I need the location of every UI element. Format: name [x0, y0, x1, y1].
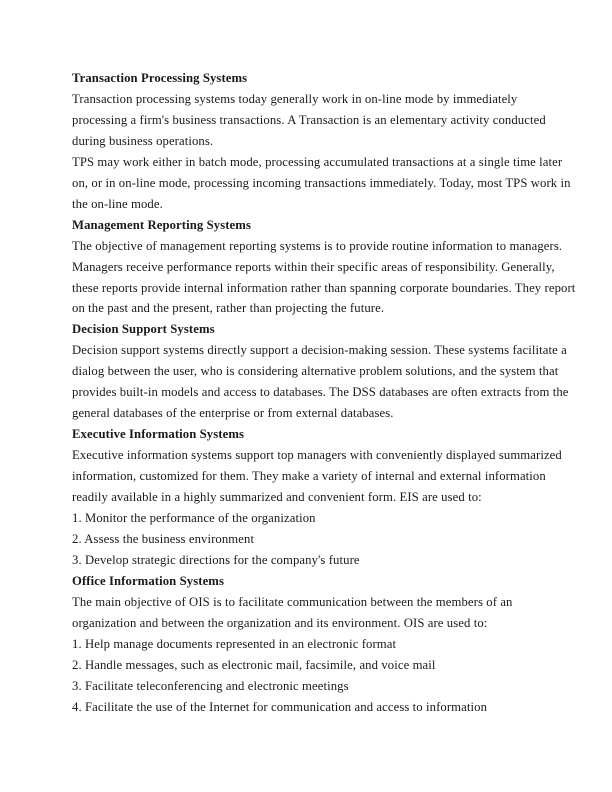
text-line: The main objective of OIS is to facilitate communication between the members of an [72, 594, 513, 609]
list-item-line: 3. Develop strategic directions for the company's future [72, 552, 360, 567]
section-executive-information-systems [72, 424, 562, 571]
text-line: TPS may work either in batch mode, processing accumulated transactions at a single time later [72, 154, 563, 169]
text-line: during business operations. [72, 133, 214, 148]
text-line: Decision support systems directly support a decision-making session. These systems facilitate a [72, 343, 567, 358]
section-heading: Management Reporting Systems [72, 217, 251, 232]
list-item-line: 2. Handle messages, such as electronic mail, facsimile, and voice mail [72, 657, 436, 672]
text-line: Transaction processing systems today generally work in on-line mode by immediately [72, 91, 518, 106]
text-line: these reports provide internal information rather than spanning corporate boundaries. They report [72, 280, 576, 295]
section-heading: Transaction Processing Systems [72, 71, 248, 85]
text-line: on, or in on-line mode, processing incoming transactions immediately. Today, most TPS work in [72, 175, 571, 190]
list-item-line: 3. Facilitate teleconferencing and electronic meetings [72, 678, 349, 693]
section-office-information-systems [72, 571, 547, 718]
document-content [72, 68, 576, 718]
text-line: readily available in a highly summarized and convenient form. EIS are used to: [72, 490, 482, 505]
section-heading: Decision Support Systems [72, 322, 215, 337]
list-item-line: 2. Assess the business environment [72, 531, 255, 546]
text-line: organization and between the organization and its environment. OIS are used to: [72, 615, 488, 630]
list-item-line: 1. Help manage documents represented in an electronic format [72, 636, 397, 651]
text-line: The objective of management reporting systems is to provide routine information to managers. [72, 238, 563, 253]
section-decision-support-systems [72, 319, 569, 424]
text-line: dialog between the user, who is considering alternative problem solutions, and the system that [72, 364, 559, 379]
text-line: general databases of the enterprise or from external databases. [72, 406, 394, 421]
list-item-line: 4. Facilitate the use of the Internet for communication and access to information [72, 699, 488, 714]
text-line: provides built-in models and access to databases. The DSS databases are often extracts from the [72, 385, 569, 400]
text-line: Managers receive performance reports within their specific areas of responsibility. Generally, [72, 259, 555, 274]
text-line: information, customized for them. They make a variety of internal and external information [72, 469, 546, 484]
section-management-reporting-systems [72, 215, 576, 320]
list-item-line: 1. Monitor the performance of the organization [72, 511, 316, 526]
section-heading: Office Information Systems [72, 573, 225, 588]
text-line: the on-line mode. [72, 196, 163, 211]
section-transaction-processing-systems [72, 68, 571, 215]
text-line: Executive information systems support top managers with conveniently displayed summarized [72, 448, 562, 463]
text-line: processing a firm's business transactions. A Transaction is an elementary activity conducted [72, 112, 546, 127]
section-heading: Executive Information Systems [72, 427, 245, 442]
text-line: on the past and the present, rather than projecting the future. [72, 301, 385, 316]
